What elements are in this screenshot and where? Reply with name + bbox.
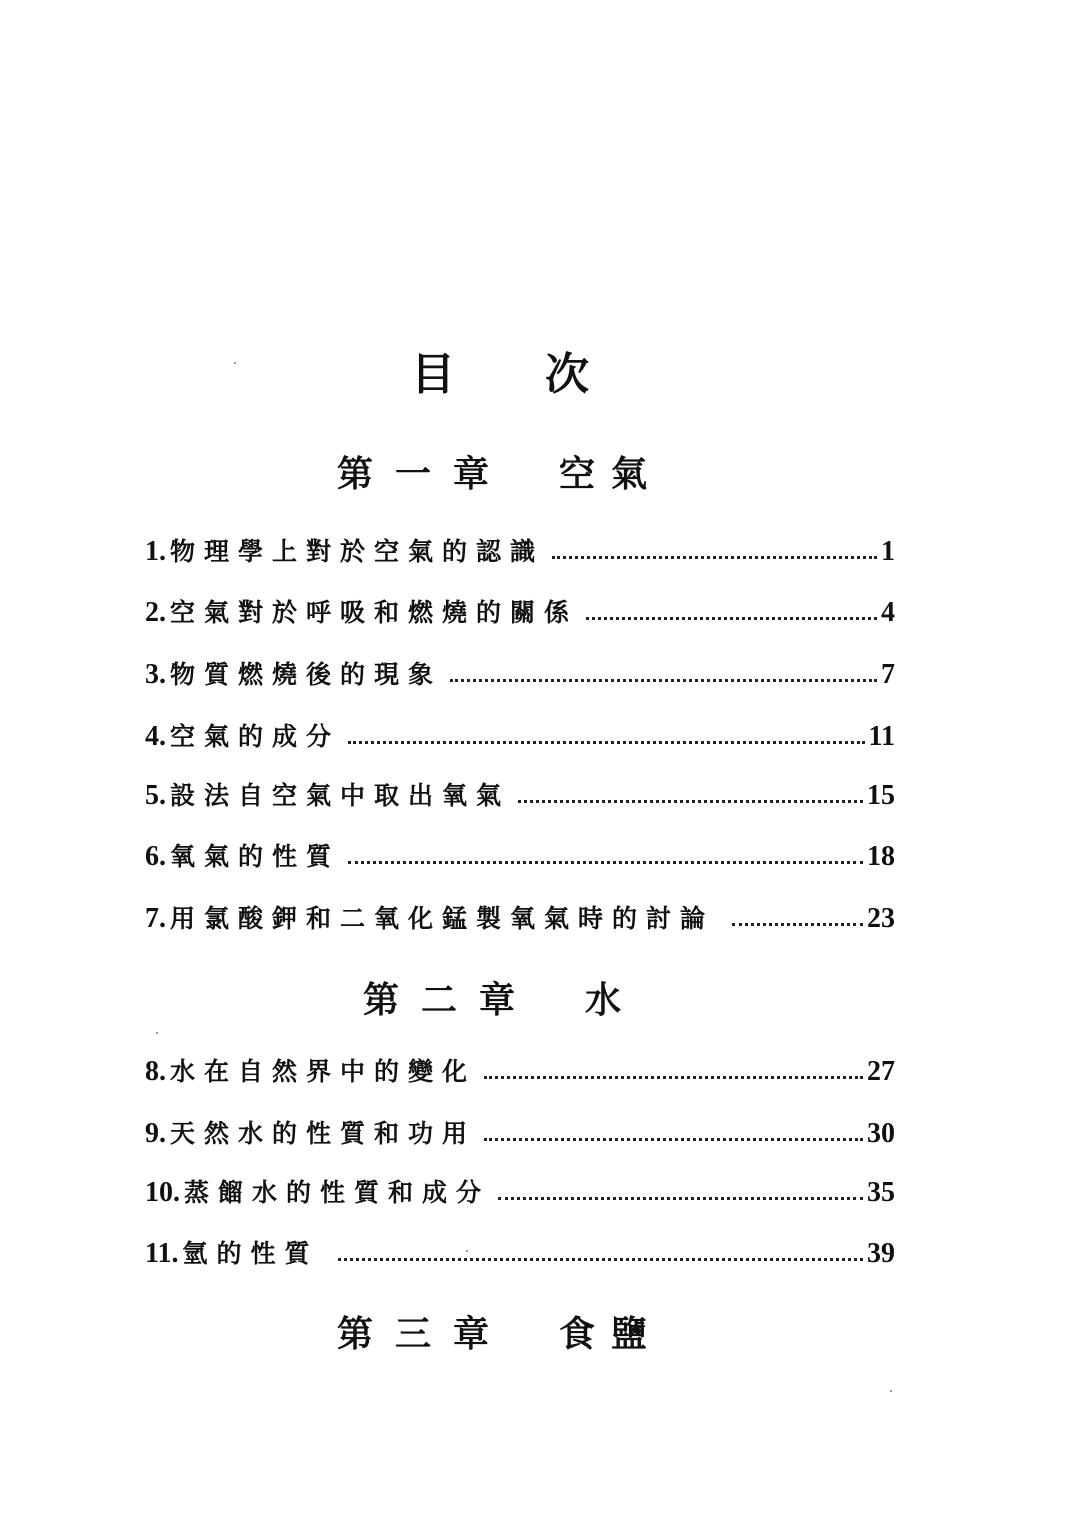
toc-entry[interactable]: [145, 833, 895, 873]
entry-page-number: 27: [867, 1056, 895, 1087]
entry-number: 5.: [145, 780, 166, 811]
entry-number: 1.: [145, 536, 166, 567]
title-char-2: 次: [545, 349, 589, 400]
dot-leader: [484, 1076, 863, 1079]
entry-number: 7.: [145, 903, 166, 934]
dot-leader: [732, 923, 863, 926]
toc-entry[interactable]: [145, 1048, 895, 1088]
title-char-1: 目: [411, 349, 455, 400]
dot-leader: [348, 741, 865, 744]
dot-leader: [484, 1138, 863, 1141]
chapter-heading-1: [0, 446, 1000, 497]
entry-page-number: 18: [867, 841, 895, 872]
entry-number: 2.: [145, 597, 166, 628]
scan-speck: [890, 1390, 892, 1392]
entry-number: 10.: [145, 1177, 180, 1208]
entry-title: 用氯酸鉀和二氧化錳製氧氣時的討論: [170, 904, 715, 933]
entry-number: 8.: [145, 1056, 166, 1087]
entry-title: 氫的性質: [182, 1239, 319, 1268]
entry-number: 3.: [145, 659, 166, 690]
dot-leader: [552, 556, 877, 559]
entry-page-number: 35: [867, 1177, 895, 1208]
entry-page-number: 23: [867, 903, 895, 934]
toc-entry[interactable]: [145, 1110, 895, 1150]
entry-title: 氧氣的性質: [170, 842, 341, 871]
chapter-name: 空氣: [559, 453, 664, 495]
chapter-number: 第二章: [362, 979, 537, 1021]
toc-entry[interactable]: [145, 713, 895, 753]
chapter-name: 食鹽: [559, 1313, 664, 1355]
dot-leader: [518, 800, 863, 803]
dot-leader: [498, 1197, 863, 1200]
scan-speck: [234, 362, 236, 364]
entry-number: 4.: [145, 721, 166, 752]
chapter-number: 第三章: [336, 1313, 511, 1355]
entry-page-number: 1: [881, 536, 895, 567]
dot-leader: [450, 679, 877, 682]
entry-title: 設法自空氣中取出氧氣: [170, 781, 511, 810]
toc-entry[interactable]: [145, 895, 895, 935]
entry-number: 9.: [145, 1118, 166, 1149]
entry-page-number: 4: [881, 597, 895, 628]
entry-page-number: 11: [868, 721, 895, 752]
toc-entry[interactable]: [145, 651, 895, 691]
chapter-heading-2: [0, 972, 1000, 1023]
entry-title: 天然水的性質和功用: [170, 1119, 477, 1148]
toc-entry[interactable]: [145, 589, 895, 629]
entry-title: 物質燃燒後的現象: [170, 660, 443, 689]
toc-entry[interactable]: [145, 528, 895, 568]
entry-number: 11.: [145, 1238, 179, 1269]
dot-leader: [586, 617, 877, 620]
entry-page-number: 30: [867, 1118, 895, 1149]
toc-entry[interactable]: [145, 1169, 895, 1209]
scan-speck: [466, 1250, 468, 1252]
entry-page-number: 39: [867, 1238, 895, 1269]
chapter-number: 第一章: [336, 453, 511, 495]
entry-title: 空氣對於呼吸和燃燒的關係: [170, 598, 579, 627]
dot-leader: [348, 861, 863, 864]
chapter-name: 水: [585, 979, 638, 1021]
entry-title: 蒸餾水的性質和成分: [184, 1178, 491, 1207]
toc-entry[interactable]: [145, 1230, 895, 1270]
entry-title: 空氣的成分: [170, 722, 341, 751]
page-title: [0, 338, 1000, 402]
scan-speck: [156, 1032, 158, 1034]
entry-title: 物理學上對於空氣的認識: [170, 537, 545, 566]
entry-page-number: 15: [867, 780, 895, 811]
dot-leader: [338, 1258, 863, 1261]
entry-title: 水在自然界中的變化: [170, 1057, 477, 1086]
toc-entry[interactable]: [145, 772, 895, 812]
entry-number: 6.: [145, 841, 166, 872]
chapter-heading-3: [0, 1306, 1000, 1357]
entry-page-number: 7: [881, 659, 895, 690]
